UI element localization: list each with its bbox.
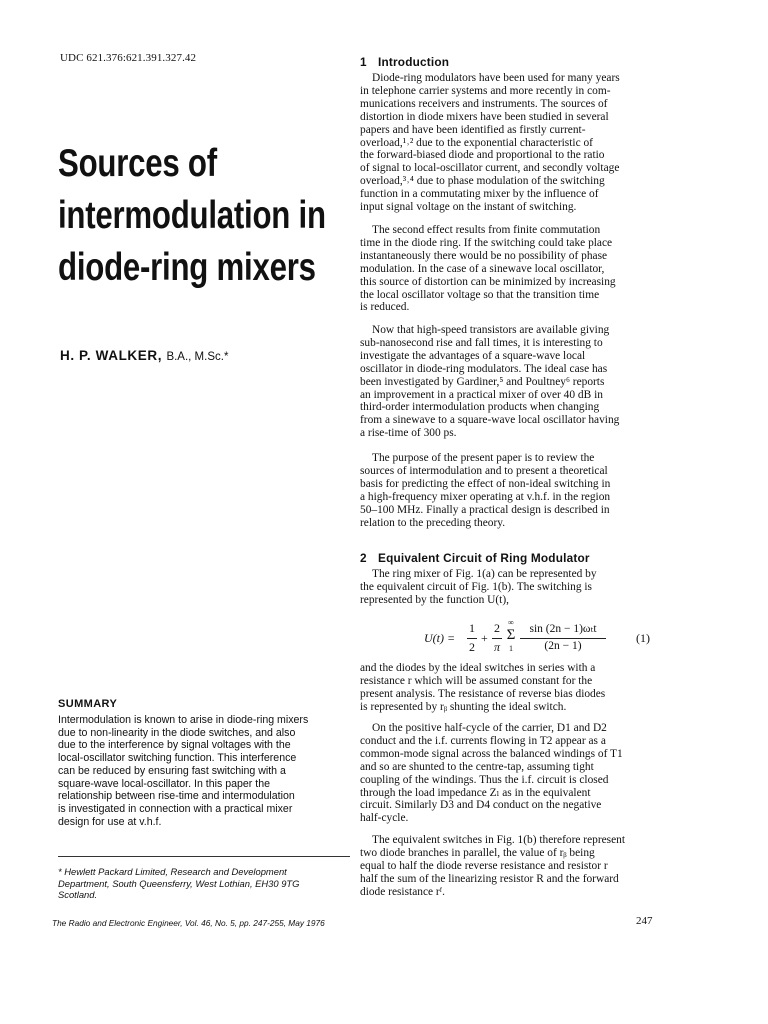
summary-line: due to the interference by signal voltages with the — [58, 739, 291, 752]
summary-line: Intermodulation is known to arise in diode-ring mixers — [58, 714, 309, 726]
text-line: The equivalent switches in Fig. 1(b) therefore represent — [372, 834, 626, 846]
equation-numerator: 2 — [494, 621, 500, 635]
text-line: equal to half the diode reverse resistance and resistor r — [360, 859, 608, 872]
summary-line: can be reduced by ensuring fast switching with a — [58, 764, 286, 777]
text-line: basis for predicting the effect of non-ideal switching in — [360, 477, 611, 490]
text-line: this source of distortion can be minimized by increasing — [360, 275, 616, 288]
section-title: Introduction — [378, 55, 450, 69]
equation-plus: + — [481, 631, 488, 645]
text-line: present analysis. The resistance of reverse bias diodes — [360, 687, 606, 700]
summary-line: is investigated in connection with a practical mixer — [58, 802, 293, 815]
section-2-paragraph-2 — [360, 662, 652, 714]
text-line: munications receivers and instruments. The sources of — [360, 97, 608, 110]
author-name: H. P. WALKER, — [60, 348, 163, 363]
equation-lhs: U(t) = — [424, 631, 456, 645]
text-line: a high-frequency mixer operating at v.h.f. in the region — [360, 490, 611, 503]
equation-denominator: 2 — [469, 640, 475, 654]
text-line: sub-nanosecond rise and fall times, it is interesting to — [360, 336, 603, 349]
page-number: 247 — [636, 915, 653, 927]
text-line: investigate the advantages of a square-wave local — [360, 349, 586, 362]
text-line: half-cycle. — [360, 812, 409, 825]
section-1-paragraph-4 — [360, 452, 652, 529]
section-2-heading — [360, 551, 590, 565]
text-line: through the load impedance Zₗ as in the equivalent — [360, 786, 591, 799]
section-2-paragraph-1 — [360, 568, 652, 607]
section-1-paragraph-2 — [360, 224, 652, 314]
udc-classification: UDC 621.376:621.391.327.42 — [60, 52, 197, 64]
summary-line: due to non-linearity in the diode switches, and also — [58, 726, 296, 739]
text-line: modulation. In the case of a sinewave local oscillator, — [360, 262, 605, 275]
section-1-heading — [360, 55, 449, 69]
text-line: On the positive half-cycle of the carrier, D1 and D2 — [372, 722, 607, 734]
fraction-bar — [520, 638, 606, 639]
sum-lower-limit: 1 — [509, 644, 513, 653]
equation-denominator: (2n − 1) — [544, 640, 582, 652]
text-line: oscillator in diode-ring modulators. The ideal case has — [360, 362, 608, 375]
section-2-paragraph-4 — [360, 834, 652, 899]
text-line: sources of intermodulation and to present a theoretical — [360, 464, 608, 477]
text-line: two diode branches in parallel, the value of rᵦ being — [360, 846, 595, 859]
text-line: the forward-biased diode and proportional to the ratio — [360, 149, 605, 162]
section-number: 2 — [360, 551, 367, 565]
section-2-paragraph-3 — [360, 722, 652, 825]
text-line: half the sum of the linearizing resistor R and the forward — [360, 872, 619, 885]
text-line: time in the diode ring. If the switching could take place — [360, 236, 613, 249]
text-line: common-mode signal across the balanced windings of T1 — [360, 747, 623, 760]
paper-title — [58, 138, 326, 294]
equation-number: (1) — [636, 631, 650, 645]
sum-symbol: Σ — [506, 627, 516, 643]
text-line: 50–100 MHz. Finally a practical design is described in — [360, 503, 610, 516]
title-line: Sources of — [58, 142, 217, 185]
sum-upper-limit: ∞ — [508, 618, 514, 627]
summary-line: local-oscillator switching function. This interference — [58, 752, 297, 765]
text-line: conduct and the i.f. currents flowing in T2 appear as a — [360, 734, 606, 747]
text-line: instantaneously there would be no possibility of phase — [360, 249, 608, 262]
text-line: is represented by rᵦ shunting the ideal switch. — [360, 700, 567, 713]
text-line: Diode-ring modulators have been used for many years — [372, 72, 620, 84]
equation-numerator: 1 — [469, 621, 475, 635]
text-line: The ring mixer of Fig. 1(a) can be represented by — [372, 568, 597, 580]
text-line: overload,¹˒² due to the exponential characteristic of — [360, 136, 593, 149]
footnote-line: Department, South Queensferry, West Lothian, EH30 9TG — [58, 877, 300, 889]
author-byline — [60, 348, 228, 363]
section-title: Equivalent Circuit of Ring Modulator — [378, 551, 590, 565]
text-line: The second effect results from finite commutation — [372, 224, 601, 236]
text-line: been investigated by Gardiner,⁵ and Poultney⁶ reports — [360, 375, 605, 388]
summary-text — [58, 714, 358, 828]
text-line: Now that high-speed transistors are available giving — [372, 324, 610, 336]
footnote-line: * Hewlett Packard Limited, Research and Development — [58, 866, 287, 877]
text-line: The purpose of the present paper is to review the — [372, 452, 595, 464]
text-line: diode resistance rᶠ. — [360, 885, 445, 898]
journal-citation: The Radio and Electronic Engineer, Vol. 46, No. 5, pp. 247-255, May 1976 — [52, 918, 325, 928]
fraction-bar — [492, 638, 502, 639]
title-line: intermodulation in — [58, 194, 326, 237]
author-degrees: B.A., M.Sc.* — [166, 351, 229, 363]
title-line: diode-ring mixers — [58, 246, 316, 289]
footnote-line: Scotland. — [58, 889, 98, 900]
summary-heading: SUMMARY — [58, 698, 118, 710]
text-line: of signal to local-oscillator current, and secondly voltage — [360, 162, 620, 175]
summary-line: relationship between rise-time and intermodulation — [58, 790, 295, 803]
equation-numerator: sin (2n − 1)ωₜt — [529, 623, 597, 635]
text-line: is reduced. — [360, 301, 410, 314]
summary-line: design for use at v.h.f. — [58, 815, 162, 828]
text-line: distortion in diode mixers have been studied in several — [360, 110, 609, 123]
section-1-paragraph-3 — [360, 324, 652, 440]
equation-denominator: π — [493, 640, 500, 654]
text-line: function in a commutating mixer by the influence of — [360, 188, 599, 201]
text-line: and the diodes by the ideal switches in series with a — [360, 662, 596, 674]
text-line: from a sinewave to a square-wave local oscillator having — [360, 414, 620, 427]
text-line: the equivalent circuit of Fig. 1(b). The switching is — [360, 580, 592, 593]
text-line: coupling of the windings. Thus the i.f. circuit is closed — [360, 773, 609, 786]
section-number: 1 — [360, 55, 367, 69]
text-line: in telephone carrier systems and more recently in com- — [360, 84, 611, 97]
text-line: third-order intermodulation products when changing — [360, 401, 600, 414]
text-line: a rise-time of 300 ps. — [360, 427, 457, 440]
text-line: and so are shunted to the centre-tap, assuming tight — [360, 760, 594, 773]
text-line: overload,³˒⁴ due to phase modulation of the switching — [360, 175, 605, 188]
section-1-paragraph-1 — [360, 72, 652, 214]
equation-1 — [424, 620, 654, 656]
summary-line: square-wave local-oscillator. In this paper the — [58, 777, 270, 790]
text-line: the local oscillator voltage so that the transition time — [360, 288, 600, 301]
text-line: input signal voltage on the instant of switching. — [360, 201, 577, 214]
text-line: an improvement in a practical mixer of over 40 dB in — [360, 388, 603, 401]
footnote-divider — [58, 856, 350, 857]
text-line: papers and have been identified as firstly current- — [360, 123, 586, 136]
text-line: relation to the preceding theory. — [360, 516, 506, 529]
fraction-bar — [467, 638, 477, 639]
text-line: circuit. Similarly D3 and D4 conduct on the negative — [360, 799, 602, 812]
author-affiliation-footnote — [58, 866, 299, 901]
text-line: resistance r which will be assumed constant for the — [360, 674, 593, 687]
text-line: represented by the function U(t), — [360, 593, 509, 606]
